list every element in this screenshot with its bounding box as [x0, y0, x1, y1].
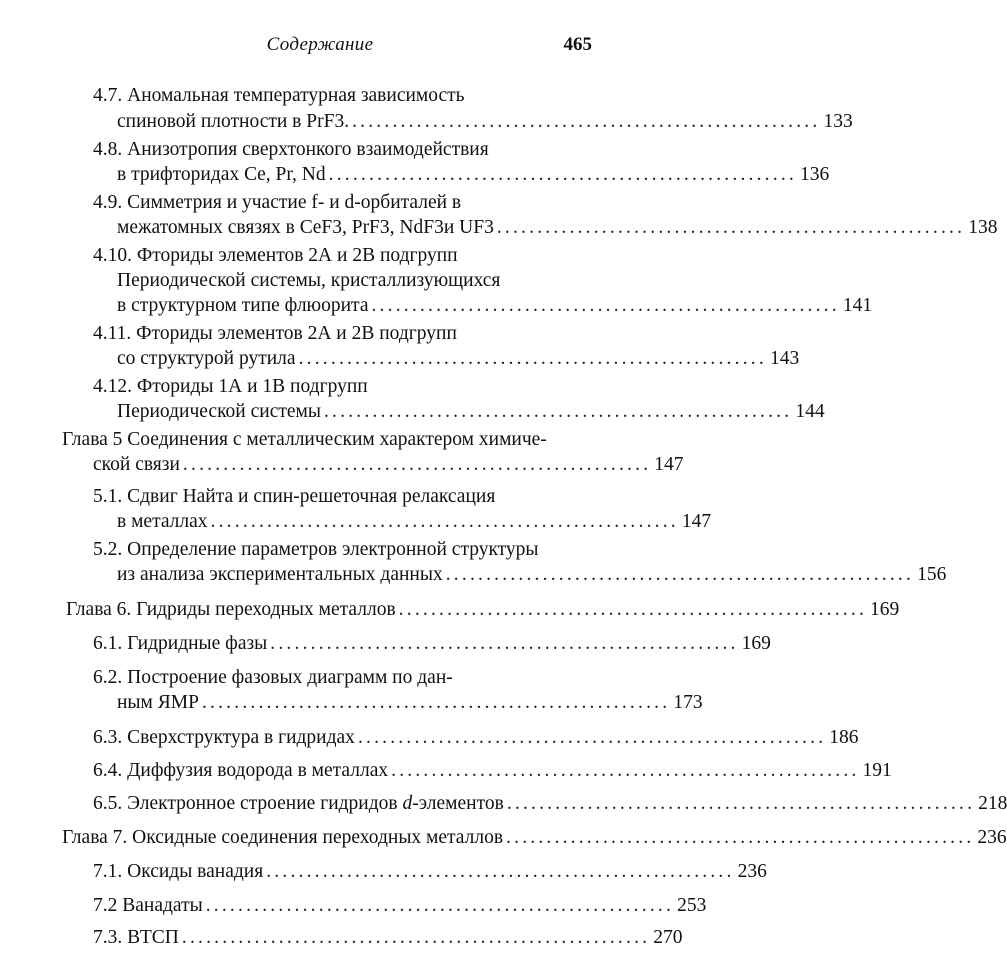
toc-entry-title: 4.10. Фториды элементов 2А и 2В подгрупп: [93, 245, 458, 266]
toc-entry-title: 6.1. Гидридные фазы: [93, 633, 268, 654]
toc-entry-6-5[interactable]: [93, 792, 1007, 816]
toc-entry-title: 7.1. Оксиды ванадия: [93, 861, 264, 882]
dot-leader: ..........................................................: [210, 511, 679, 532]
toc-entry-line: [117, 347, 800, 371]
toc-entry-line: [117, 163, 830, 187]
toc-entry-line: [117, 510, 712, 534]
dot-leader: ..........................................................: [298, 348, 767, 369]
toc-page-number: 147: [681, 511, 712, 532]
toc-entry-title: со структурой рутила: [117, 348, 296, 369]
page-number: 465: [563, 34, 592, 55]
toc-page-number: 169: [870, 599, 900, 620]
toc-entry-title: межатомных связях в CeF3, PrF3, NdF3и UF3: [117, 217, 494, 238]
toc-page-number: 186: [829, 727, 859, 748]
toc-entry-line: [93, 453, 684, 477]
toc-page-number: 270: [653, 927, 683, 948]
dot-leader: ..........................................................: [391, 760, 860, 781]
toc-entry-title: 4.11. Фториды элементов 2А и 2В подгрупп: [93, 323, 457, 344]
toc-entry-title: в структурном типе флюорита: [117, 295, 369, 316]
toc-entry-line: [117, 110, 853, 134]
toc-entry-title: спиновой плотности в PrF3.: [117, 111, 350, 132]
toc-entry-title: 5.1. Сдвиг Найта и спин-решеточная релаксация: [93, 486, 496, 507]
toc-entry-title: 5.2. Определение параметров электронной структуры: [93, 539, 539, 560]
dot-leader: ..........................................................: [506, 793, 976, 814]
toc-page-number: 236: [977, 827, 1007, 848]
toc-entry-title-italic: d: [402, 793, 413, 814]
dot-leader: ..........................................................: [201, 692, 671, 713]
dot-leader: ..........................................................: [270, 633, 739, 654]
toc-entry-title: 7.3. ВТСП: [93, 927, 179, 948]
toc-entry-title-part: -элементов: [412, 793, 504, 814]
toc-entry-7-3[interactable]: [93, 926, 683, 950]
dot-leader: ..........................................................: [182, 454, 652, 475]
toc-page-number: 169: [741, 633, 771, 654]
dot-leader: ..........................................................: [205, 895, 675, 916]
dot-leader: ..........................................................: [496, 217, 966, 238]
toc-entry-6-3[interactable]: [93, 726, 859, 750]
toc-entry-title-part: 6.5. Электронное строение гидридов: [93, 793, 403, 814]
toc-chapter-title: Глава 7. Оксидные соединения переходных металлов: [62, 827, 504, 848]
dot-leader: ..........................................................: [445, 564, 915, 585]
dot-leader: ..........................................................: [371, 295, 840, 316]
running-title: Содержание: [266, 34, 374, 55]
toc-entry-title: ным ЯМР: [117, 692, 199, 713]
toc-chapter-title: Глава 5 Соединения с металлическим характером химиче-: [62, 429, 547, 450]
toc-entry-6-1[interactable]: [93, 632, 771, 656]
toc-entry-title: в металлах: [117, 511, 208, 532]
toc-chapter-6[interactable]: [66, 598, 900, 622]
toc-chapter-title: ской связи: [93, 454, 180, 475]
toc-page-number: 143: [769, 348, 800, 369]
toc-entry-title: Периодической системы: [117, 401, 321, 422]
toc-entry-line: [117, 216, 998, 240]
toc-entry-title: 4.12. Фториды 1А и 1В подгрупп: [93, 376, 368, 397]
dot-leader: ..........................................................: [181, 927, 651, 948]
dot-leader: ..........................................................: [323, 401, 793, 422]
toc-entry-title: из анализа экспериментальных данных: [117, 564, 443, 585]
toc-entry-title: 6.3. Сверхструктура в гидридах: [93, 727, 355, 748]
toc-entry-title: 6.4. Диффузия водорода в металлах: [93, 760, 389, 781]
toc-entry-title: 6.2. Построение фазовых диаграмм по дан-: [93, 667, 453, 688]
dot-leader: ..........................................................: [328, 164, 797, 185]
toc-entry-title: 4.9. Симметрия и участие f- и d-орбиталей в: [93, 192, 462, 213]
toc-entry-title: 7.2 Ванадаты: [93, 895, 203, 916]
toc-page-number: 236: [737, 861, 767, 882]
toc-page-number: 253: [677, 895, 707, 916]
toc-entry-line: [117, 691, 703, 715]
dot-leader: ..........................................................: [352, 111, 821, 132]
dot-leader: ..........................................................: [357, 727, 827, 748]
page-header: [0, 30, 640, 58]
toc-page-number: 156: [917, 564, 947, 585]
toc-page-number: 136: [799, 164, 830, 185]
toc-entry-title: в трифторидах Ce, Pr, Nd: [117, 164, 326, 185]
toc-page-number: 144: [795, 401, 825, 422]
toc-page-number: 173: [673, 692, 703, 713]
toc-entry-title: 4.7. Аномальная температурная зависимость: [93, 85, 465, 106]
toc-entry-6-4[interactable]: [93, 759, 892, 783]
toc-page-number: 147: [654, 454, 684, 475]
toc-entry-line: [117, 563, 947, 587]
dot-leader: ..........................................................: [266, 861, 735, 882]
toc-page-number: 218: [978, 793, 1007, 814]
toc-page-number: 133: [823, 111, 853, 132]
toc-entry-7-2[interactable]: [93, 894, 707, 918]
toc-entry-title: Периодической системы, кристаллизующихся: [117, 270, 501, 291]
toc-page-number: 138: [968, 217, 998, 238]
toc-entry-line: [117, 294, 873, 318]
toc-page-number: 191: [862, 760, 892, 781]
toc-page-number: 141: [842, 295, 873, 316]
toc-entry-title: [93, 792, 504, 816]
toc-entry-7-1[interactable]: [93, 860, 767, 884]
toc-entry-line: [117, 400, 825, 424]
dot-leader: ..........................................................: [506, 827, 975, 848]
toc-chapter-title: Глава 6. Гидриды переходных металлов: [66, 599, 396, 620]
dot-leader: ..........................................................: [398, 599, 868, 620]
toc-chapter-7[interactable]: [62, 826, 1007, 850]
toc-entry-title: 4.8. Анизотропия сверхтонкого взаимодействия: [93, 139, 489, 160]
